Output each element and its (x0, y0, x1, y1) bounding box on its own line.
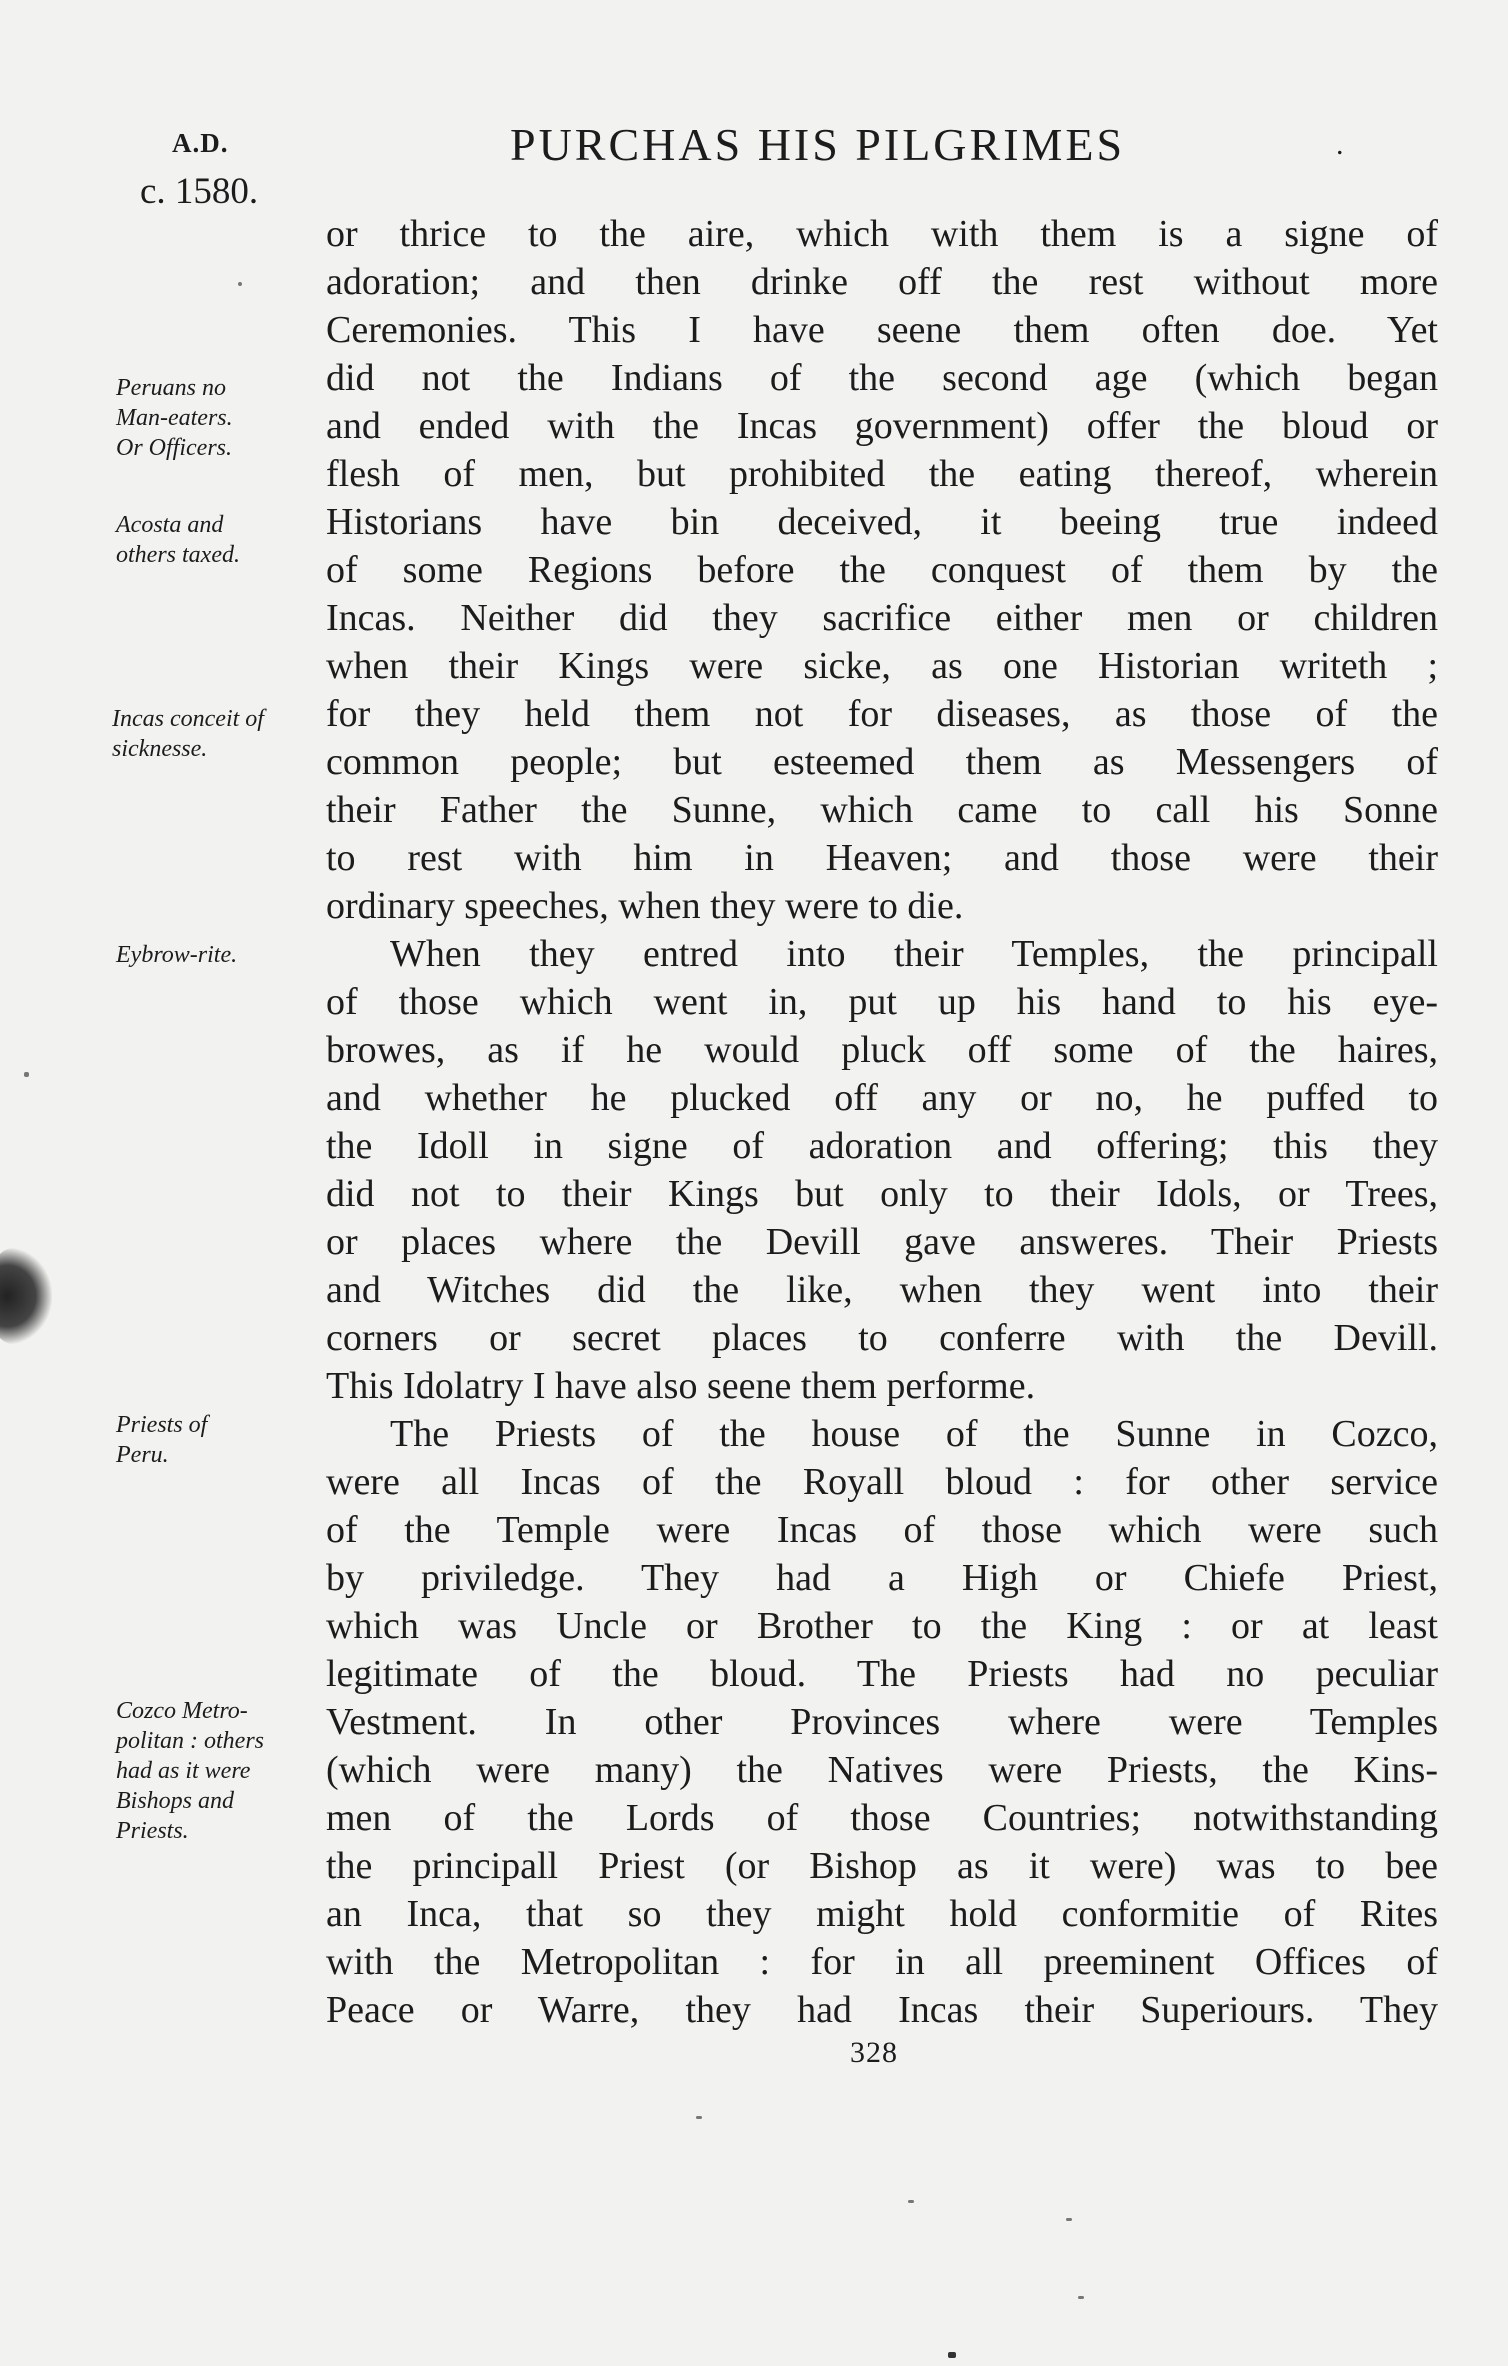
text-line-paragraph-start: When they entred into their Temples, the principall (390, 933, 1438, 975)
text-line: which was Uncle or Brother to the King : or at least (326, 1605, 1438, 1647)
ink-speck (1066, 2218, 1072, 2221)
text-line: of some Regions before the conquest of them by the (326, 549, 1438, 591)
text-line: corners or secret places to conferre with the Devill. (326, 1317, 1438, 1359)
margin-year: c. 1580. (140, 171, 259, 212)
margin-note-eybrow-rite (116, 940, 324, 970)
margin-note-line: had as it were (116, 1758, 251, 1784)
text-line: This Idolatry I have also seene them performe. (326, 1365, 1036, 1407)
ink-speck (696, 2116, 702, 2119)
margin-note-peruans (116, 373, 324, 463)
page-number: 328 (850, 2036, 898, 2069)
margin-note-incas-conceit (112, 704, 320, 764)
text-line: or places where the Devill gave answeres. Their Priests (326, 1221, 1438, 1263)
margin-note-cozco-metropolitan (116, 1696, 324, 1846)
text-line: their Father the Sunne, which came to call his Sonne (326, 789, 1438, 831)
text-line: an Inca, that so they might hold conformitie of Rites (326, 1893, 1438, 1935)
margin-note-line: politan : others (116, 1728, 264, 1754)
text-line: and Witches did the like, when they went into their (326, 1269, 1438, 1311)
header-mark: . (1336, 128, 1344, 161)
margin-note-line: Man-eaters. (116, 405, 233, 431)
text-line: did not the Indians of the second age (which began (326, 357, 1438, 399)
text-line: men of the Lords of those Countries; notwithstanding (326, 1797, 1438, 1839)
text-line: of the Temple were Incas of those which were such (326, 1509, 1438, 1551)
margin-note-line: others taxed. (116, 542, 240, 568)
text-line: or thrice to the aire, which with them is a signe of (326, 213, 1438, 255)
margin-note-line: Peru. (116, 1442, 169, 1468)
text-line: were all Incas of the Royall bloud : for other service (326, 1461, 1438, 1503)
margin-note-priests-of-peru (116, 1410, 324, 1470)
ink-speck (238, 282, 242, 286)
ink-speck (24, 1072, 29, 1077)
text-line: (which were many) the Natives were Priests, the Kins- (326, 1749, 1438, 1791)
page-edge-blot (0, 1248, 52, 1344)
text-line-paragraph-start: The Priests of the house of the Sunne in Cozco, (390, 1413, 1438, 1455)
margin-note-line: Eybrow-rite. (116, 942, 238, 968)
header-ad-label: A.D. (172, 128, 229, 158)
ink-speck (908, 2200, 914, 2203)
text-line: Historians have bin deceived, it beeing true indeed (326, 501, 1438, 543)
text-line: the principall Priest (or Bishop as it were) was to bee (326, 1845, 1438, 1887)
text-line: Vestment. In other Provinces where were Temples (326, 1701, 1438, 1743)
body-text (326, 210, 1438, 2034)
margin-note-line: Priests of (116, 1412, 208, 1438)
margin-note-line: Cozco Metro- (116, 1698, 248, 1724)
text-line: by priviledge. They had a High or Chiefe Priest, (326, 1557, 1438, 1599)
margin-note-line: Acosta and (116, 512, 224, 538)
text-line: for they held them not for diseases, as those of the (326, 693, 1438, 735)
text-line: common people; but esteemed them as Messengers of (326, 741, 1438, 783)
margin-note-line: Bishops and (116, 1788, 235, 1814)
text-line: the Idoll in signe of adoration and offering; this they (326, 1125, 1438, 1167)
text-line: Incas. Neither did they sacrifice either men or children (326, 597, 1438, 639)
text-line: legitimate of the bloud. The Priests had no peculiar (326, 1653, 1438, 1695)
ink-speck (1078, 2296, 1084, 2299)
running-title: PURCHAS HIS PILGRIMES (510, 119, 1126, 170)
text-line: Peace or Warre, they had Incas their Superiours. They (326, 1989, 1438, 2031)
text-line: when their Kings were sicke, as one Historian writeth ; (326, 645, 1438, 687)
text-line: and whether he plucked off any or no, he puffed to (326, 1077, 1438, 1119)
ink-speck (948, 2352, 956, 2358)
text-line: to rest with him in Heaven; and those were their (326, 837, 1438, 879)
text-line: Ceremonies. This I have seene them often doe. Yet (326, 309, 1438, 351)
text-line: browes, as if he would pluck off some of the haires, (326, 1029, 1438, 1071)
text-line: flesh of men, but prohibited the eating thereof, wherein (326, 453, 1438, 495)
margin-note-acosta (116, 510, 324, 570)
margin-note-line: sicknesse. (112, 736, 208, 762)
text-line: and ended with the Incas government) offer the bloud or (326, 405, 1438, 447)
margin-note-line: Peruans no (116, 375, 226, 401)
margin-note-line: Incas conceit of (112, 706, 264, 732)
text-line: adoration; and then drinke off the rest without more (326, 261, 1438, 303)
text-line: ordinary speeches, when they were to die. (326, 885, 964, 927)
margin-note-line: Or Officers. (116, 435, 232, 461)
text-line: with the Metropolitan : for in all preeminent Offices of (326, 1941, 1438, 1983)
text-line: did not to their Kings but only to their Idols, or Trees, (326, 1173, 1438, 1215)
margin-note-line: Priests. (116, 1818, 189, 1844)
text-line: of those which went in, put up his hand to his eye- (326, 981, 1438, 1023)
